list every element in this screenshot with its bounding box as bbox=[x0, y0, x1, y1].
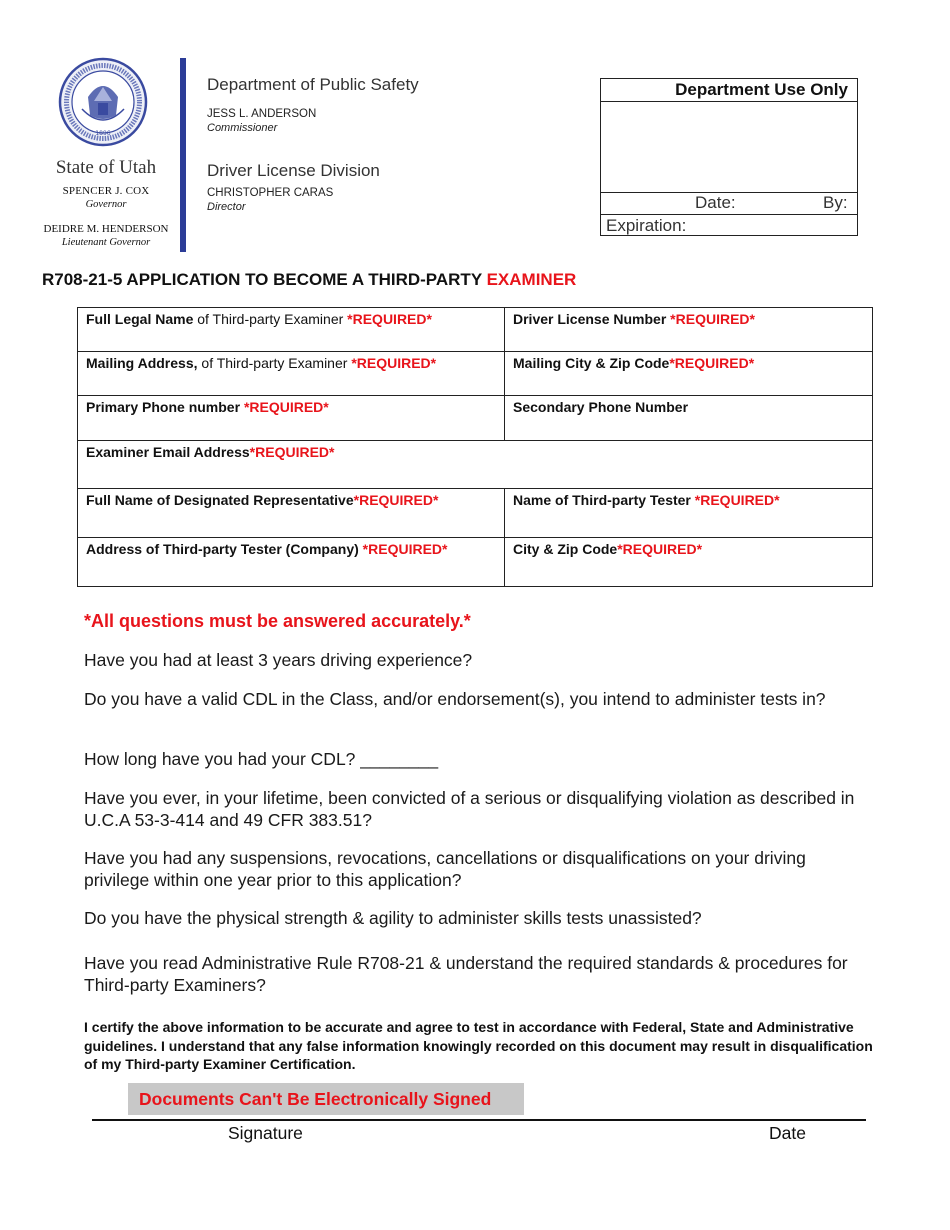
signature-line[interactable] bbox=[92, 1119, 866, 1121]
tester-name-field[interactable] bbox=[505, 489, 873, 538]
primary-phone-field[interactable] bbox=[78, 396, 505, 441]
lt-governor-name: DEIDRE M. HENDERSON bbox=[43, 223, 169, 235]
tester-address-label: Address of Third-party Tester (Company) bbox=[86, 541, 363, 557]
question-suspensions: Have you had any suspensions, revocations, cancellations or disqualifications on your driving privilege within one year prior to this application? bbox=[84, 848, 806, 890]
director-title: Director bbox=[207, 201, 246, 213]
required-marker: *REQUIRED* bbox=[617, 541, 703, 557]
required-marker: *REQUIRED* bbox=[347, 311, 432, 327]
designated-representative-label: Full Name of Designated Representative bbox=[86, 492, 354, 508]
required-marker: *REQUIRED* bbox=[694, 492, 780, 508]
department-use-expiration-label: Expiration: bbox=[606, 216, 687, 235]
document-title bbox=[42, 270, 576, 290]
state-seal-image bbox=[58, 57, 148, 147]
question-driving-experience: Have you had at least 3 years driving experience? bbox=[84, 650, 473, 670]
required-marker: *REQUIRED* bbox=[669, 355, 755, 371]
director-name: CHRISTOPHER CARAS bbox=[207, 187, 334, 199]
city-zip-field[interactable] bbox=[505, 538, 873, 587]
department-name: Department of Public Safety bbox=[207, 75, 419, 94]
question-cdl-duration: How long have you had your CDL? ________ bbox=[84, 749, 439, 769]
full-legal-name-label: Full Legal Name bbox=[86, 311, 194, 327]
document-title-highlight: EXAMINER bbox=[486, 270, 577, 289]
svg-text:1896: 1896 bbox=[95, 130, 111, 137]
mailing-address-field[interactable] bbox=[78, 352, 505, 396]
question-administrative-rule: Have you read Administrative Rule R708-21 & understand the required standards & procedures for Third-party Examiners? bbox=[84, 953, 848, 995]
required-marker: *REQUIRED* bbox=[243, 399, 329, 415]
department-use-date-label: Date: bbox=[695, 193, 736, 212]
full-legal-name-label-rest: of Third-party Examiner bbox=[193, 311, 348, 327]
mailing-city-zip-label: Mailing City & Zip Code bbox=[513, 355, 670, 371]
certification-statement: I certify the above information to be accurate and agree to test in accordance with Federal, State and Administrative guidelines. I understand that any false information knowingly recorded on this document may result in disqualification of my Third-party Examiner Certification. bbox=[84, 1019, 873, 1072]
document-title-main: R708-21-5 APPLICATION TO BECOME A THIRD-PARTY bbox=[42, 270, 487, 289]
state-name: State of Utah bbox=[55, 157, 157, 178]
lt-governor-title: Lieutenant Governor bbox=[61, 237, 151, 248]
required-marker: *REQUIRED* bbox=[351, 355, 437, 371]
signature-label: Signature bbox=[228, 1123, 303, 1143]
accuracy-notice: *All questions must be answered accurately.* bbox=[84, 611, 471, 631]
date-label: Date bbox=[769, 1123, 806, 1143]
commissioner-name: JESS L. ANDERSON bbox=[207, 108, 317, 120]
division-name: Driver License Division bbox=[207, 161, 380, 180]
examiner-email-label: Examiner Email Address bbox=[86, 444, 250, 460]
mailing-city-zip-field[interactable] bbox=[505, 352, 873, 396]
question-valid-cdl: Do you have a valid CDL in the Class, and/or endorsement(s), you intend to administer tests in? bbox=[84, 689, 826, 709]
required-marker: *REQUIRED* bbox=[362, 541, 448, 557]
question-physical-ability: Do you have the physical strength & agility to administer skills tests unassisted? bbox=[84, 908, 702, 928]
driver-license-number-field[interactable] bbox=[505, 308, 873, 352]
required-marker: *REQUIRED* bbox=[670, 311, 755, 327]
city-zip-label: City & Zip Code bbox=[513, 541, 618, 557]
examiner-email-field[interactable] bbox=[78, 441, 873, 489]
tester-address-field[interactable] bbox=[78, 538, 505, 587]
driver-license-number-label: Driver License Number bbox=[513, 311, 671, 327]
mailing-address-label-rest: of Third-party Examiner bbox=[197, 355, 352, 371]
question-convictions: Have you ever, in your lifetime, been convicted of a serious or disqualifying violation as described in U.C.A 53-3-414 and 49 CFR 383.51? bbox=[84, 788, 855, 830]
tester-name-label: Name of Third-party Tester bbox=[513, 492, 695, 508]
electronic-signature-notice: Documents Can't Be Electronically Signed bbox=[139, 1089, 492, 1109]
secondary-phone-field[interactable] bbox=[505, 396, 873, 441]
applicant-info-table bbox=[77, 307, 873, 587]
required-marker: *REQUIRED* bbox=[249, 444, 335, 460]
commissioner-title: Commissioner bbox=[207, 122, 278, 134]
department-use-heading: Department Use Only bbox=[600, 78, 858, 102]
mailing-address-label: Mailing Address, bbox=[86, 355, 198, 371]
governor-name: SPENCER J. COX bbox=[62, 185, 150, 197]
department-use-divider bbox=[600, 214, 858, 215]
header-divider bbox=[180, 58, 186, 252]
full-legal-name-field[interactable] bbox=[78, 308, 505, 352]
designated-representative-field[interactable] bbox=[78, 489, 505, 538]
required-marker: *REQUIRED* bbox=[353, 492, 439, 508]
department-use-by-label: By: bbox=[823, 193, 848, 212]
secondary-phone-label: Secondary Phone Number bbox=[513, 399, 689, 415]
governor-title: Governor bbox=[85, 199, 127, 210]
primary-phone-label: Primary Phone number bbox=[86, 399, 244, 415]
